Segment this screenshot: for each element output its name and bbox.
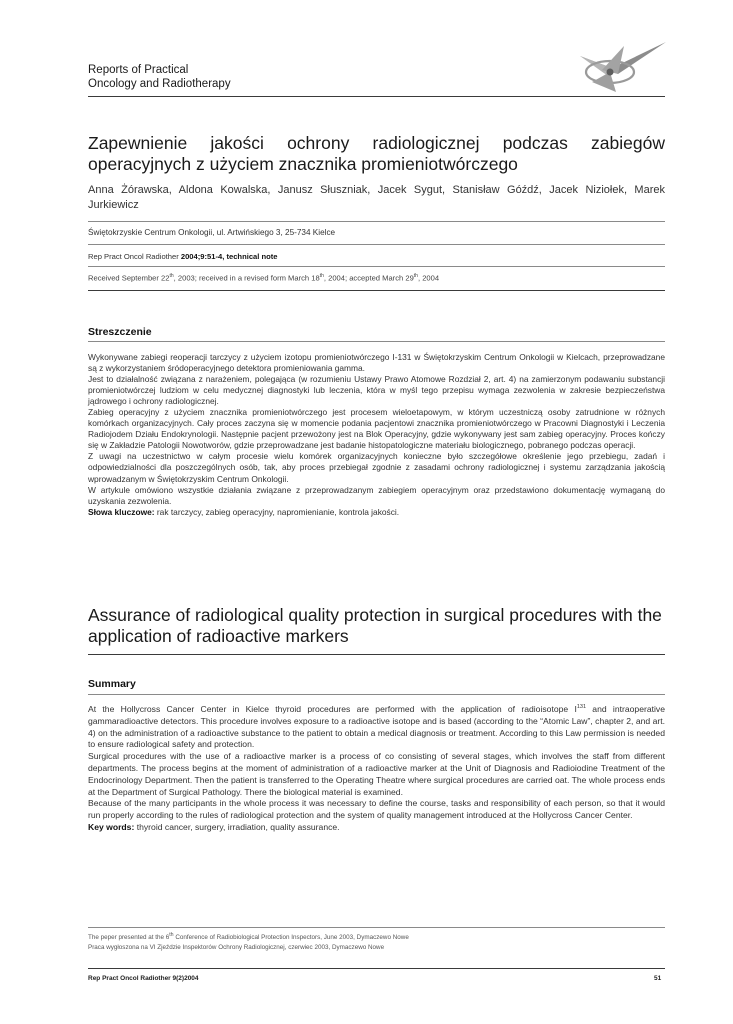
summary-paragraph bbox=[88, 704, 665, 751]
date-received-sup: th bbox=[169, 273, 174, 279]
abstract-pl bbox=[88, 352, 665, 518]
date-revised-sup: th bbox=[319, 273, 324, 279]
article-title-pl: Zapewnienie jakości ochrony radiologicznej podczas zabiegów operacyjnych z użyciem znacznika promieniotwórczego bbox=[88, 133, 665, 174]
divider-citation bbox=[88, 266, 665, 267]
header-divider bbox=[88, 96, 665, 97]
keywords-en bbox=[88, 822, 665, 834]
divider-title-en bbox=[88, 654, 665, 655]
keywords-pl-label: Słowa kluczowe: bbox=[88, 506, 155, 517]
abstract-heading-pl: Streszczenie bbox=[88, 326, 152, 338]
summary-heading: Summary bbox=[88, 678, 136, 690]
keywords-pl-text: rak tarczycy, zabieg operacyjny, napromienianie, kontrola jakości. bbox=[154, 506, 400, 517]
article-title-en: Assurance of radiological quality protection in surgical procedures with the application of radioactive markers bbox=[88, 605, 662, 646]
footnote-line1 bbox=[88, 930, 409, 943]
journal-name-line2: Oncology and Radiotherapy bbox=[88, 78, 231, 90]
footnote bbox=[88, 930, 409, 953]
keywords-en-label: Key words: bbox=[88, 821, 135, 832]
date-accepted: , 2004; accepted March 29 bbox=[323, 273, 414, 283]
abstract-pl-paragraph: W artykule omówiono wszystkie działania związane z przeprowadzanym zabiegiem operacyjnym oraz przedstawiono dokumentację wymaganą do uzyskania zezwolenia. bbox=[88, 484, 665, 506]
summary-paragraph: Because of the many participants in the whole process it was necessary to define the course, tasks and responsibility of each person, so that it would run properly according to the rules of radiological protection and the system of quality management introduced at the Hollycross Cancer Center. bbox=[88, 798, 665, 821]
journal-name-line1: Reports of Practical bbox=[88, 64, 189, 76]
citation-volume: 2004;9:51-4, technical note bbox=[180, 252, 278, 261]
footer-journal-ref: Rep Pract Oncol Radiother 9(2)2004 bbox=[88, 975, 199, 982]
divider-authors bbox=[88, 221, 665, 222]
journal-logo-icon bbox=[572, 36, 668, 96]
summary-paragraph: Surgical procedures with the use of a radioactive marker is a process of co consisting of several stages, which involves the staff from different departments. The process begins at the moment of administration of a radioactive marker at the Unit of Diagnosis and Radioiodine Treatment of the Endocrinology Department. Then the patient is transferred to the Operating Theatre where surgical procedures are carried oat. The whole process ends at the Department of Surgical Pathology. There the biological material is examined. bbox=[88, 751, 665, 797]
keywords-pl bbox=[88, 507, 665, 518]
journal-name bbox=[88, 63, 231, 91]
date-accepted-sup: th bbox=[413, 273, 418, 279]
footnote-line1-start: The peper presented at the 6 bbox=[88, 934, 170, 942]
abstract-pl-paragraph: Wykonywane zabiegi reoperacji tarczycy z użyciem izotopu promieniotwórczego I-131 w Świętokrzyskim Centrum Onkologii w Kielcach, przeprowadzane są z wykorzystaniem śródoperacyjnego detektora promieniowania gamma. bbox=[88, 352, 665, 374]
abstract-pl-paragraph: Z uwagi na uczestnictwo w całym procesie wielu komórek organizacyjnych konieczne było szczegółowe określenie jego przebiegu, zadań i odpowiedzialności dla poszczególnych osób, tak, aby proces przebiegał zgodnie z zasadami ochrony radiologicznej i systemu zarządzania jakością wprowadzanym w Świętokrzyskim Centrum Onkologii. bbox=[88, 451, 665, 484]
footnote-line1-sup: th bbox=[169, 932, 174, 938]
summary-heading-rule bbox=[88, 694, 665, 695]
summary-p1-start: At the Hollycross Cancer Center in Kielce thyroid procedures are performed with the application of radioisotope I bbox=[88, 704, 577, 714]
citation bbox=[88, 252, 278, 261]
article-dates bbox=[88, 273, 439, 283]
abstract-pl-paragraph: Jest to działalność związana z narażeniem, polegająca (w rozumieniu Ustawy Prawo Atomowe Rozdział 2, art. 4) na zamierzonym podawaniu substancji promieniotwórczej ludziom w celu medycznej diagnostyki lub leczenia, która w myśl tego przepisu wymaga zezwolenia w zakresie bezpieczeństwa jądrowego i ochrony radiologicznej. bbox=[88, 374, 665, 407]
citation-prefix: Rep Pract Oncol Radiother bbox=[88, 252, 181, 261]
isotope-superscript: 131 bbox=[576, 704, 587, 711]
keywords-en-text: thyroid cancer, surgery, irradiation, quality assurance. bbox=[134, 821, 340, 832]
date-tail: , 2004 bbox=[417, 273, 440, 283]
footnote-line1-end: Conference of Radiobiological Protection Inspectors, June 2003, Dymaczewo Nowe bbox=[173, 934, 409, 942]
footnote-line2: Praca wygłoszona na VI Zjeździe Inspektorów Ochrony Radiologicznej, czerwiec 2003, Dymaczewo Nowe bbox=[88, 944, 385, 952]
summary-p1-end: and intraoperative gammaradioactive detectors. This procedure involves exposure to a radioactive isotope and is based (according to the “Atomic Law”, chapter 2, and art. 4) on the administration of a radioactive substance to the patient to obtain a medical diagnosis or treatment. According to this Law permission is needed to ensure radiological safety and protection. bbox=[88, 704, 665, 750]
author-list: Anna Żórawska, Aldona Kowalska, Janusz Słuszniak, Jacek Sygut, Stanisław Góźdź, Jacek Niziołek, Marek Jurkiewicz bbox=[88, 184, 665, 211]
footnote-rule bbox=[88, 927, 665, 928]
affiliation: Świętokrzyskie Centrum Onkologii, ul. Artwińskiego 3, 25-734 Kielce bbox=[88, 228, 336, 237]
abstract-pl-paragraph: Zabieg operacyjny z użyciem znacznika promieniotwórczego jest procesem wieloetapowym, w którym uczestniczą osoby zatrudnione w różnych komórkach organizacyjnych. Cały proces zaczyna się w momencie podania pacjentowi znacznika promieniotwórczego w Pracowni Diagnostyki i Leczenia Radiojodem Działu Endokrynologii. Następnie pacjent przewożony jest na Blok Operacyjny, gdzie wykonywany jest sam zabieg operacyjny. Proces kończy się w Zakładzie Patologii Nowotworów, gdzie przeprowadzane jest badanie histopatologiczne materiału biologicznego, pobranego podczas operacji. bbox=[88, 407, 665, 451]
summary-en bbox=[88, 704, 665, 834]
date-revised: , 2003; received in a revised form March 18 bbox=[173, 273, 320, 283]
footer-rule bbox=[88, 968, 665, 969]
date-received: Received September 22 bbox=[88, 273, 170, 283]
divider-dates bbox=[88, 290, 665, 291]
divider-affiliation bbox=[88, 244, 665, 245]
page-number: 51 bbox=[654, 975, 662, 982]
abstract-heading-rule bbox=[88, 341, 665, 342]
